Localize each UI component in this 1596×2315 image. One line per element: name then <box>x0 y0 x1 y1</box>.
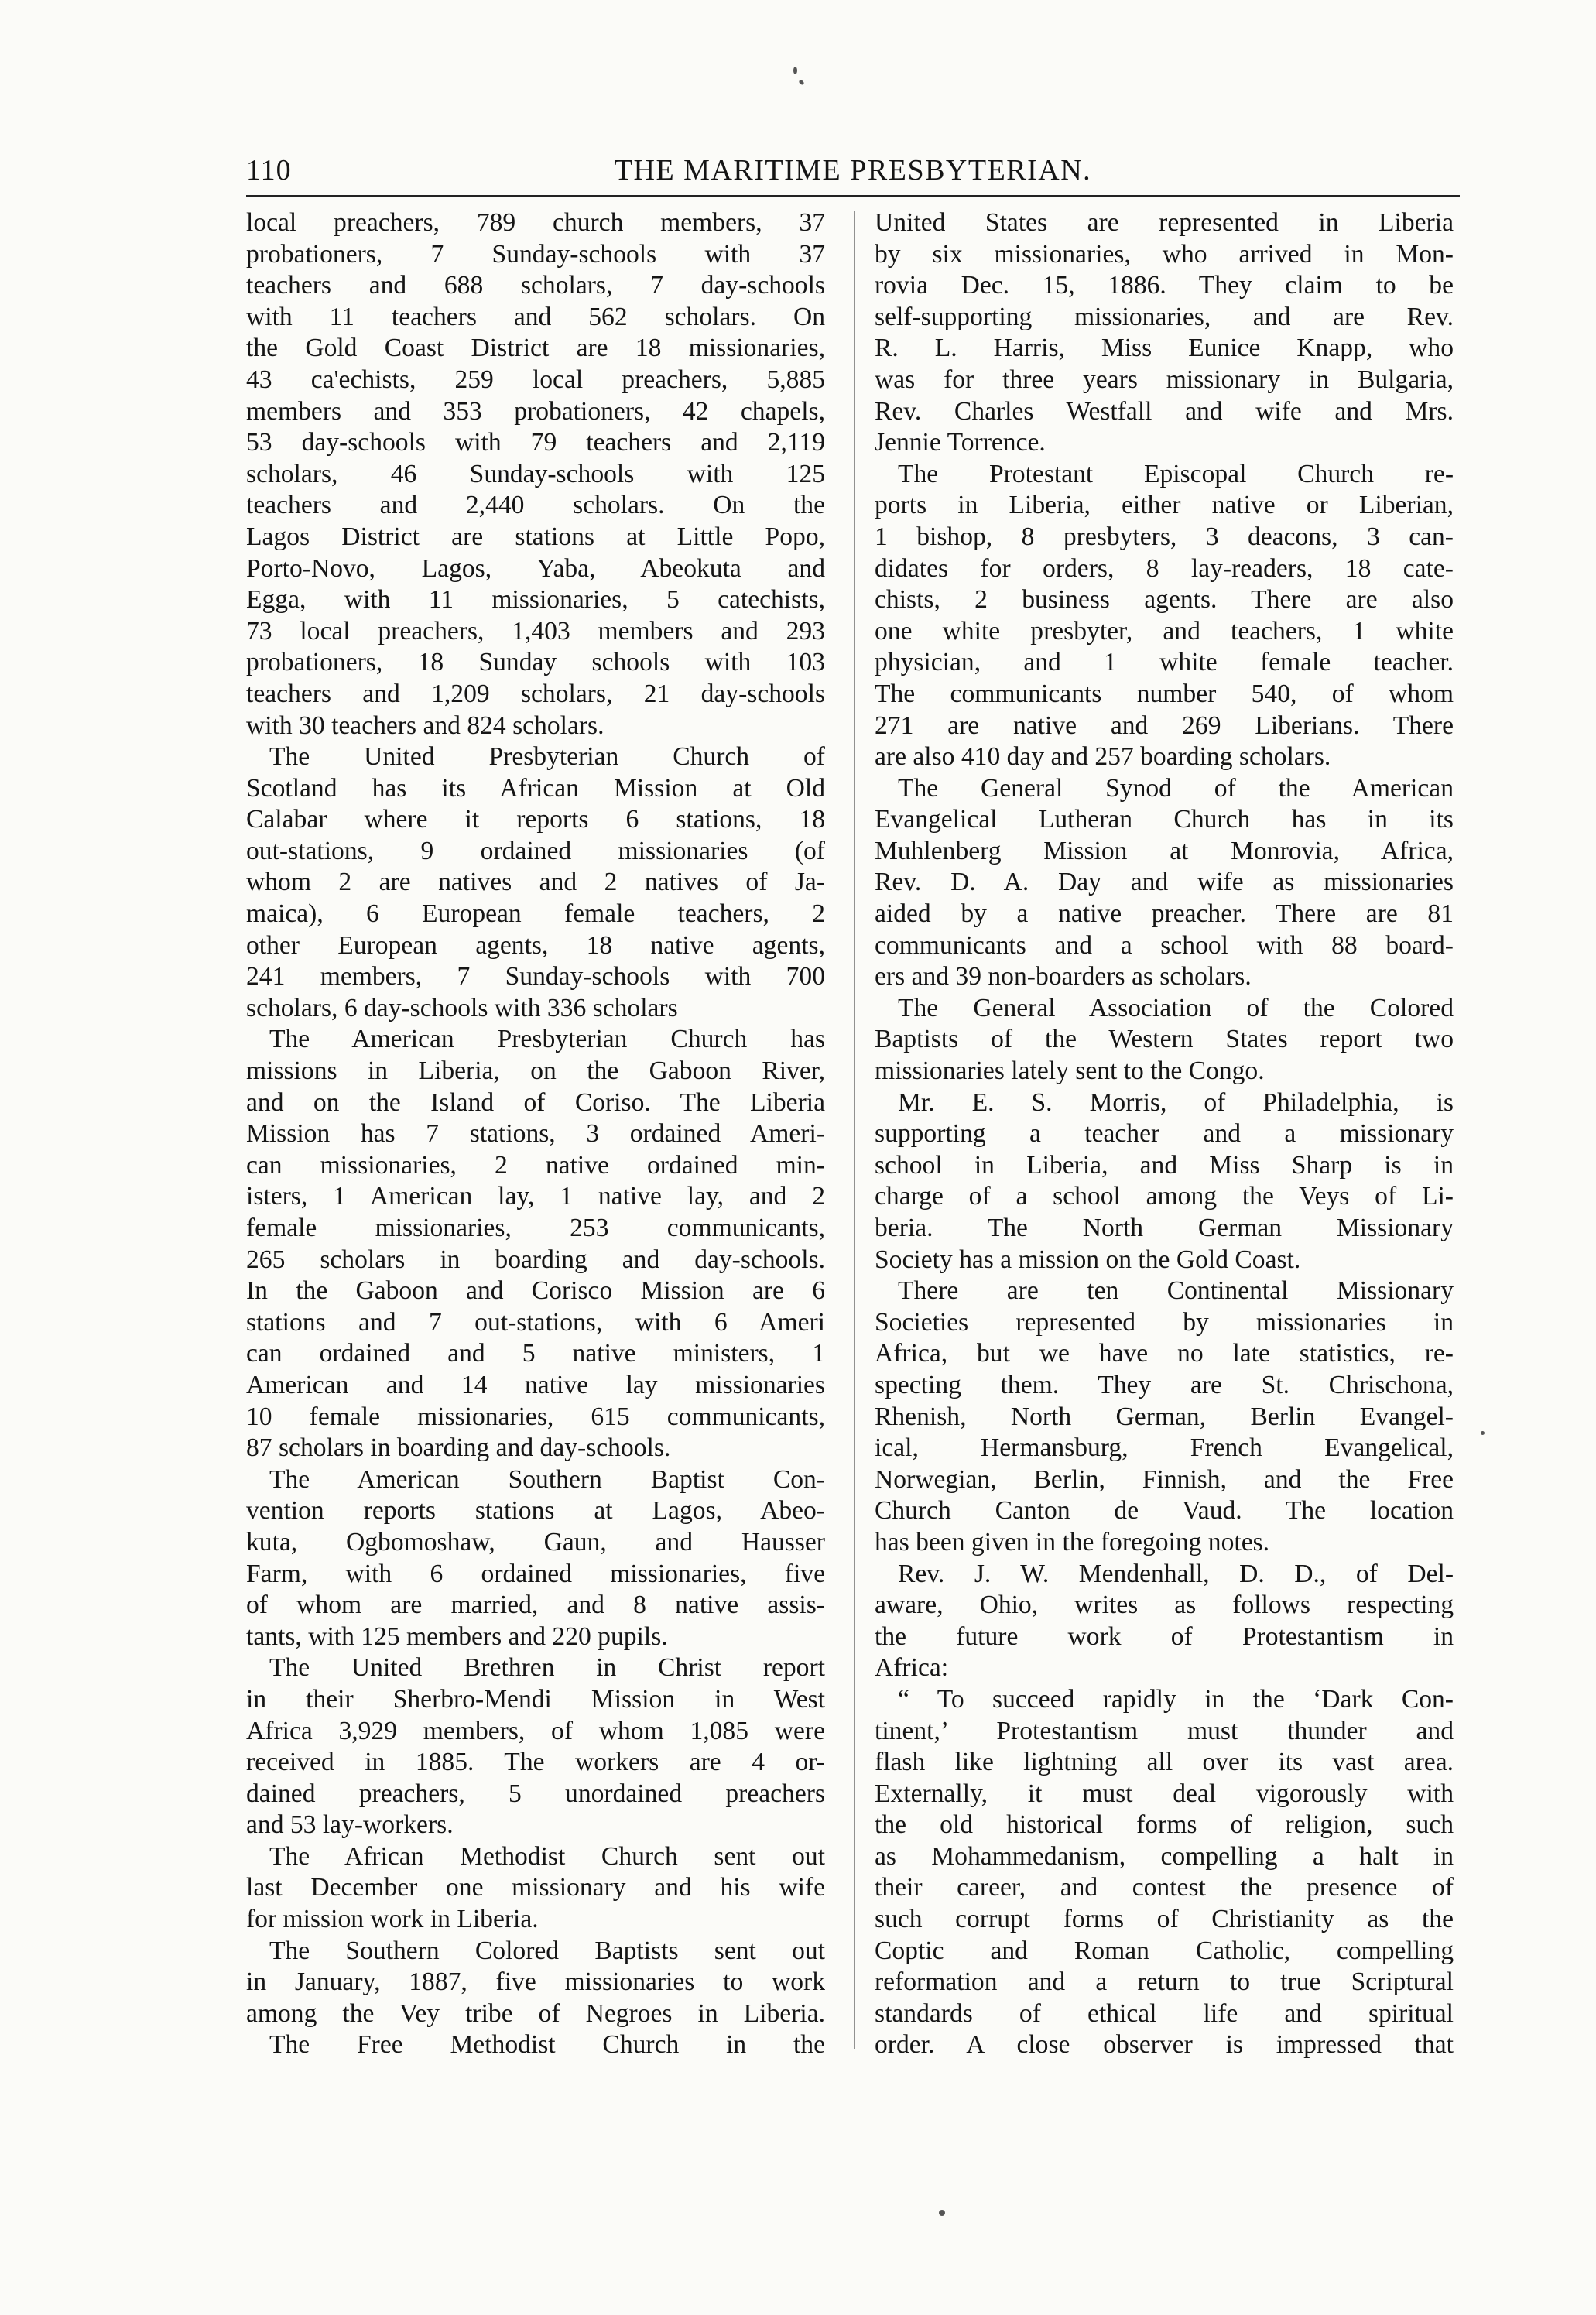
text-line: communicants and a school with 88 board- <box>875 930 1454 960</box>
text-line: rovia Dec. 15, 1886. They claim to be <box>875 271 1454 300</box>
text-line: their career, and contest the presence of <box>875 1873 1454 1902</box>
text-line: kuta, Ogbomoshaw, Gaun, and Hausser <box>246 1527 825 1556</box>
text-line: Africa, but we have no late statistics, re- <box>875 1339 1454 1368</box>
text-line: other European agents, 18 native agents, <box>246 930 825 960</box>
text-line: teachers and 2,440 scholars. On the <box>246 491 825 520</box>
text-line: can ordained and 5 native ministers, 1 <box>246 1339 825 1368</box>
text-line: Society has a mission on the Gold Coast. <box>875 1245 1301 1274</box>
text-line: local preachers, 789 church members, 37 <box>246 208 825 237</box>
text-line: Calabar where it reports 6 stations, 18 <box>246 805 825 834</box>
text-line: teachers and 688 scholars, 7 day-schools <box>246 271 825 300</box>
text-line: Africa 3,929 members, of whom 1,085 were <box>246 1716 825 1745</box>
text-line: ers and 39 non-boarders as scholars. <box>875 962 1252 991</box>
text-line: 87 scholars in boarding and day-schools. <box>246 1433 671 1463</box>
text-line: reformation and a return to true Scriptural <box>875 1967 1454 1997</box>
text-line: Egga, with 11 missionaries, 5 catechists, <box>246 585 825 615</box>
text-line: The communicants number 540, of whom <box>875 679 1454 708</box>
text-line: last December one missionary and his wife <box>246 1873 825 1902</box>
text-line: missions in Liberia, on the Gaboon River, <box>246 1056 825 1086</box>
text-line: in their Sherbro-Mendi Mission in West <box>246 1684 825 1714</box>
text-line: The United Brethren in Christ report <box>269 1653 825 1683</box>
text-line: In the Gaboon and Corisco Mission are 6 <box>246 1276 825 1306</box>
text-line: The General Association of the Colored <box>898 993 1454 1022</box>
text-line: Externally, it must deal vigorously with <box>875 1779 1454 1808</box>
text-line: stations and 7 out-stations, with 6 Ameri <box>246 1307 825 1337</box>
text-line: out-stations, 9 ordained missionaries (of <box>246 836 825 865</box>
text-line: Societies represented by missionaries in <box>875 1307 1454 1337</box>
text-line: the old historical forms of religion, such <box>875 1810 1454 1840</box>
text-line: are also 410 day and 257 boarding scholars. <box>875 742 1331 772</box>
header-bar <box>246 153 1460 190</box>
text-line: Norwegian, Berlin, Finnish, and the Free <box>875 1464 1454 1494</box>
text-line: scholars, 46 Sunday-schools with 125 <box>246 459 825 488</box>
column-divider <box>854 211 855 2049</box>
text-line: Porto-Novo, Lagos, Yaba, Abeokuta and <box>246 553 825 583</box>
text-line: school in Liberia, and Miss Sharp is in <box>875 1150 1454 1180</box>
text-line: by six missionaries, who arrived in Mon- <box>875 239 1454 269</box>
text-line: 241 members, 7 Sunday-schools with 700 <box>246 962 825 991</box>
text-line: supporting a teacher and a missionary <box>875 1119 1454 1149</box>
text-line: probationers, 7 Sunday-schools with 37 <box>246 239 825 269</box>
text-line: Baptists of the Western States report two <box>875 1025 1454 1054</box>
text-line: scholars, 6 day-schools with 336 scholars <box>246 993 678 1022</box>
text-line: American and 14 native lay missionaries <box>246 1370 825 1399</box>
text-line: of whom are married, and 8 native assis- <box>246 1591 825 1620</box>
text-line: ical, Hermansburg, French Evangelical, <box>875 1433 1454 1463</box>
text-line: R. L. Harris, Miss Eunice Knapp, who <box>875 334 1454 363</box>
text-line: tants, with 125 members and 220 pupils. <box>246 1622 668 1651</box>
text-line: “ To succeed rapidly in the ‘Dark Con- <box>898 1684 1454 1714</box>
text-line: Rev. D. A. Day and wife as missionaries <box>875 868 1454 897</box>
text-line: charge of a school among the Veys of Li- <box>875 1182 1454 1211</box>
text-line: 1 bishop, 8 presbyters, 3 deacons, 3 can- <box>875 522 1454 551</box>
text-line: 265 scholars in boarding and day-schools. <box>246 1245 825 1274</box>
text-line: with 11 teachers and 562 scholars. On <box>246 302 825 331</box>
text-line: The American Presbyterian Church has <box>269 1025 825 1054</box>
text-line: among the Vey tribe of Negroes in Liberia. <box>246 1998 825 2028</box>
text-line: The United Presbyterian Church of <box>269 742 825 772</box>
text-line: The African Methodist Church sent out <box>269 1841 825 1871</box>
text-line: aware, Ohio, writes as follows respecting <box>875 1591 1454 1620</box>
text-line: with 30 teachers and 824 scholars. <box>246 711 604 740</box>
text-line: Rev. J. W. Mendenhall, D. D., of Del- <box>898 1559 1454 1588</box>
text-line: tinent,’ Protestantism must thunder and <box>875 1716 1454 1745</box>
right-column <box>875 207 1454 2061</box>
text-line: The American Southern Baptist Con- <box>269 1464 825 1494</box>
text-line: members and 353 probationers, 42 chapels, <box>246 396 825 426</box>
text-line: and 53 lay-workers. <box>246 1810 454 1840</box>
text-line: one white presbyter, and teachers, 1 white <box>875 616 1454 646</box>
text-line: was for three years missionary in Bulgaria, <box>875 365 1454 394</box>
text-line: teachers and 1,209 scholars, 21 day-schools <box>246 679 825 708</box>
text-line: There are ten Continental Missionary <box>898 1276 1454 1306</box>
text-line: beria. The North German Missionary <box>875 1214 1454 1242</box>
text-line: Coptic and Roman Catholic, compelling <box>875 1936 1454 1965</box>
text-line: Farm, with 6 ordained missionaries, five <box>246 1559 825 1588</box>
text-line: specting them. They are St. Chrischona, <box>875 1370 1454 1399</box>
text-line: probationers, 18 Sunday schools with 103 <box>246 648 825 677</box>
text-line: physician, and 1 white female teacher. <box>875 648 1454 677</box>
text-line: can missionaries, 2 native ordained min- <box>246 1150 825 1180</box>
text-line: as Mohammedanism, compelling a halt in <box>875 1841 1454 1871</box>
text-line: Scotland has its African Mission at Old <box>246 773 825 803</box>
text-line: The Free Methodist Church in the <box>269 2030 825 2060</box>
text-line: flash like lightning all over its vast area. <box>875 1748 1454 1777</box>
text-line: dained preachers, 5 unordained preachers <box>246 1779 825 1808</box>
text-line: The General Synod of the American <box>898 773 1454 803</box>
text-line: order. A close observer is impressed that <box>875 2030 1454 2060</box>
running-title: THE MARITIME PRESBYTERIAN. <box>614 154 1092 187</box>
text-line: self-supporting missionaries, and are Rev. <box>875 302 1454 331</box>
text-line: maica), 6 European female teachers, 2 <box>246 899 825 929</box>
scan-speck <box>798 79 805 85</box>
text-line: Evangelical Lutheran Church has in its <box>875 805 1454 834</box>
text-line: Mr. E. S. Morris, of Philadelphia, is <box>898 1087 1454 1117</box>
text-line: didates for orders, 8 lay-readers, 18 cate- <box>875 553 1454 583</box>
text-line: Africa: <box>875 1653 949 1683</box>
text-line: aided by a native preacher. There are 81 <box>875 899 1454 929</box>
text-line: 10 female missionaries, 615 communicants, <box>246 1402 825 1431</box>
page-number: 110 <box>246 154 292 187</box>
text-line: Church Canton de Vaud. The location <box>875 1496 1454 1526</box>
text-line: Lagos District are stations at Little Popo, <box>246 522 825 551</box>
text-line: and on the Island of Coriso. The Liberia <box>246 1087 825 1117</box>
text-line: such corrupt forms of Christianity as the <box>875 1905 1454 1934</box>
text-line: 43 ca'echists, 259 local preachers, 5,885 <box>246 365 825 394</box>
text-line: in January, 1887, five missionaries to work <box>246 1967 825 1997</box>
text-line: the Gold Coast District are 18 missionaries, <box>246 334 825 363</box>
text-line: Mission has 7 stations, 3 ordained Ameri- <box>246 1119 825 1149</box>
text-line: 53 day-schools with 79 teachers and 2,119 <box>246 428 825 457</box>
scan-speck <box>793 67 797 74</box>
text-line: vention reports stations at Lagos, Abeo- <box>246 1496 825 1526</box>
text-line: The Southern Colored Baptists sent out <box>269 1936 825 1965</box>
text-line: whom 2 are natives and 2 natives of Ja- <box>246 868 825 897</box>
text-line: United States are represented in Liberia <box>875 208 1454 237</box>
text-line: chists, 2 business agents. There are also <box>875 585 1454 615</box>
text-line: for mission work in Liberia. <box>246 1905 539 1934</box>
text-line: Rev. Charles Westfall and wife and Mrs. <box>875 396 1454 426</box>
text-line: The Protestant Episcopal Church re- <box>898 459 1454 488</box>
text-line: Muhlenberg Mission at Monrovia, Africa, <box>875 836 1454 865</box>
text-line: female missionaries, 253 communicants, <box>246 1214 825 1242</box>
text-line: Jennie Torrence. <box>875 428 1046 457</box>
text-line: 73 local preachers, 1,403 members and 293 <box>246 616 825 646</box>
scan-speck <box>939 2210 945 2216</box>
text-line: received in 1885. The workers are 4 or- <box>246 1748 825 1777</box>
text-line: missionaries lately sent to the Congo. <box>875 1056 1265 1086</box>
text-line: 271 are native and 269 Liberians. There <box>875 711 1454 740</box>
text-line: standards of ethical life and spiritual <box>875 1998 1454 2028</box>
text-line: has been given in the foregoing notes. <box>875 1527 1270 1556</box>
left-column <box>246 207 825 2061</box>
text-line: ports in Liberia, either native or Liberian, <box>875 491 1454 520</box>
text-line: Rhenish, North German, Berlin Evangel- <box>875 1402 1454 1431</box>
scan-speck <box>1481 1431 1485 1435</box>
header-rule <box>246 195 1460 197</box>
text-line: isters, 1 American lay, 1 native lay, and 2 <box>246 1182 825 1211</box>
text-line: the future work of Protestantism in <box>875 1622 1454 1651</box>
